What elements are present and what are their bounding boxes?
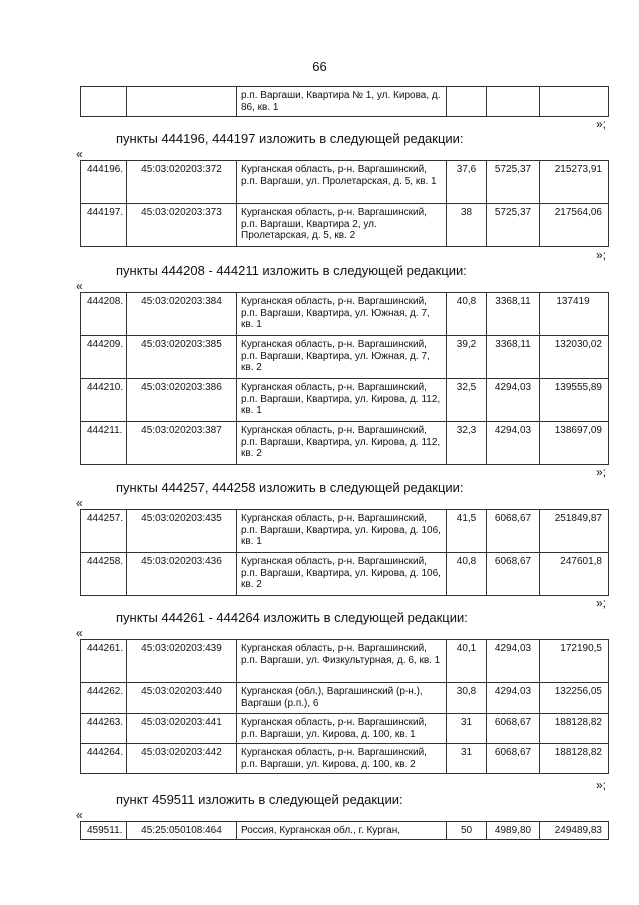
cell-address: Курганская область, р-н. Варгашинский, р.п. Варгаши, Квартира 2, ул. Пролетарская, д. 5, кв. 2 [237,204,447,247]
closing-quote: »; [596,465,607,479]
cell-num: 459511. [81,822,127,840]
cell-num: 444264. [81,744,127,774]
cell-rate: 6068,67 [487,553,540,596]
section-instruction: пункты 444196, 444197 изложить в следующей редакции: [116,131,464,146]
cell-rate: 3368,11 [487,293,540,336]
cell-address: Курганская область, р-н. Варгашинский, р.п. Варгаши, Квартира, ул. Кирова, д. 112, кв. 2 [237,422,447,465]
cell-address: р.п. Варгаши, Квартира № 1, ул. Кирова, д. 86, кв. 1 [237,87,447,117]
cell-rate: 3368,11 [487,336,540,379]
cell-value: 188128,82 [540,744,609,774]
cell-num: 444196. [81,161,127,204]
table-row [81,510,609,553]
cell-rate: 4989,80 [487,822,540,840]
cell-num: 444208. [81,293,127,336]
page-number: 66 [312,59,327,74]
cell-num: 444210. [81,379,127,422]
cell-cad: 45:03:020203:436 [127,553,237,596]
section-instruction: пункт 459511 изложить в следующей редакции: [116,792,403,807]
cell-num: 444262. [81,683,127,714]
closing-quote: »; [596,596,607,610]
cell-area: 32,3 [447,422,487,465]
cell-value: 215273,91 [540,161,609,204]
cell-num [81,87,127,117]
table-row [81,204,609,247]
cell-area: 40,8 [447,553,487,596]
cell-value: 217564,06 [540,204,609,247]
cell-cad: 45:03:020203:387 [127,422,237,465]
cell-num: 444209. [81,336,127,379]
table-row [81,744,609,774]
opening-quote: « [76,147,83,161]
cell-address: Курганская область, р-н. Варгашинский, р.п. Варгаши, ул. Пролетарская, д. 5, кв. 1 [237,161,447,204]
cell-value: 247601,8 [540,553,609,596]
cell-value [540,87,609,117]
table-section-4 [80,639,609,774]
cell-address: Курганская область, р-н. Варгашинский, р.п. Варгаши, Квартира, ул. Кирова, д. 106, кв. 1 [237,510,447,553]
table-row [81,293,609,336]
closing-quote: »; [596,248,607,262]
cell-rate: 5725,37 [487,204,540,247]
cell-rate: 6068,67 [487,510,540,553]
cell-cad [127,87,237,117]
cell-value: 251849,87 [540,510,609,553]
table-row [81,640,609,683]
cell-address: Курганская область, р-н. Варгашинский, р.п. Варгаши, Квартира, ул. Южная, д. 7, кв. 2 [237,336,447,379]
cell-cad: 45:03:020203:435 [127,510,237,553]
table-row [81,553,609,596]
opening-quote: « [76,626,83,640]
table-section-5 [80,821,609,840]
opening-quote: « [76,279,83,293]
cell-num: 444261. [81,640,127,683]
table-section-2 [80,292,609,465]
cell-value: 132256,05 [540,683,609,714]
cell-cad: 45:03:020203:385 [127,336,237,379]
cell-num: 444211. [81,422,127,465]
cell-address: Курганская (обл.), Варгашинский (р-н.), Варгаши (р.п.), 6 [237,683,447,714]
cell-address: Курганская область, р-н. Варгашинский, р.п. Варгаши, Квартира, ул. Южная, д. 7, кв. 1 [237,293,447,336]
cell-address: Курганская область, р-н. Варгашинский, р.п. Варгаши, ул. Кирова, д. 100, кв. 1 [237,714,447,744]
cell-rate: 5725,37 [487,161,540,204]
table-previous [80,86,609,117]
cell-num: 444263. [81,714,127,744]
table-section-1 [80,160,609,247]
cell-area: 38 [447,204,487,247]
cell-value: 172190,5 [540,640,609,683]
cell-rate [487,87,540,117]
cell-num: 444197. [81,204,127,247]
cell-area: 32,5 [447,379,487,422]
cell-address: Курганская область, р-н. Варгашинский, р.п. Варгаши, ул. Физкультурная, д. 6, кв. 1 [237,640,447,683]
cell-rate: 4294,03 [487,379,540,422]
table-row [81,822,609,840]
cell-value: 138697,09 [540,422,609,465]
cell-area [447,87,487,117]
cell-value: 132030,02 [540,336,609,379]
cell-cad: 45:03:020203:442 [127,744,237,774]
cell-rate: 4294,03 [487,640,540,683]
cell-rate: 6068,67 [487,744,540,774]
table-row [81,87,609,117]
closing-quote: »; [596,117,607,131]
cell-num: 444258. [81,553,127,596]
cell-area: 41,5 [447,510,487,553]
cell-address: Курганская область, р-н. Варгашинский, р.п. Варгаши, ул. Кирова, д. 100, кв. 2 [237,744,447,774]
cell-address: Курганская область, р-н. Варгашинский, р.п. Варгаши, Квартира, ул. Кирова, д. 106, кв. 2 [237,553,447,596]
cell-rate: 4294,03 [487,683,540,714]
cell-area: 30,8 [447,683,487,714]
opening-quote: « [76,496,83,510]
cell-cad: 45:03:020203:440 [127,683,237,714]
cell-area: 37,6 [447,161,487,204]
table-section-3 [80,509,609,596]
cell-cad: 45:03:020203:372 [127,161,237,204]
table-row [81,379,609,422]
cell-area: 31 [447,714,487,744]
cell-cad: 45:03:020203:439 [127,640,237,683]
table-row [81,422,609,465]
cell-address: Россия, Курганская обл., г. Курган, [237,822,447,840]
cell-cad: 45:03:020203:441 [127,714,237,744]
section-instruction: пункты 444208 - 444211 изложить в следующей редакции: [116,263,467,278]
cell-rate: 6068,67 [487,714,540,744]
cell-num: 444257. [81,510,127,553]
cell-value: 139555,89 [540,379,609,422]
cell-rate: 4294,03 [487,422,540,465]
cell-cad: 45:03:020203:373 [127,204,237,247]
cell-area: 50 [447,822,487,840]
table-row [81,161,609,204]
cell-cad: 45:03:020203:384 [127,293,237,336]
cell-address: Курганская область, р-н. Варгашинский, р.п. Варгаши, Квартира, ул. Кирова, д. 112, кв. 1 [237,379,447,422]
table-row [81,714,609,744]
cell-value: 249489,83 [540,822,609,840]
table-row [81,683,609,714]
cell-value: 188128,82 [540,714,609,744]
cell-area: 39,2 [447,336,487,379]
closing-quote: »; [596,778,607,792]
cell-cad: 45:03:020203:386 [127,379,237,422]
cell-area: 40,8 [447,293,487,336]
opening-quote: « [76,808,83,822]
cell-cad: 45:25:050108:464 [127,822,237,840]
section-instruction: пункты 444257, 444258 изложить в следующей редакции: [116,480,464,495]
cell-area: 40,1 [447,640,487,683]
table-row [81,336,609,379]
cell-area: 31 [447,744,487,774]
section-instruction: пункты 444261 - 444264 изложить в следующей редакции: [116,610,468,625]
cell-value: 137419 [540,293,609,336]
